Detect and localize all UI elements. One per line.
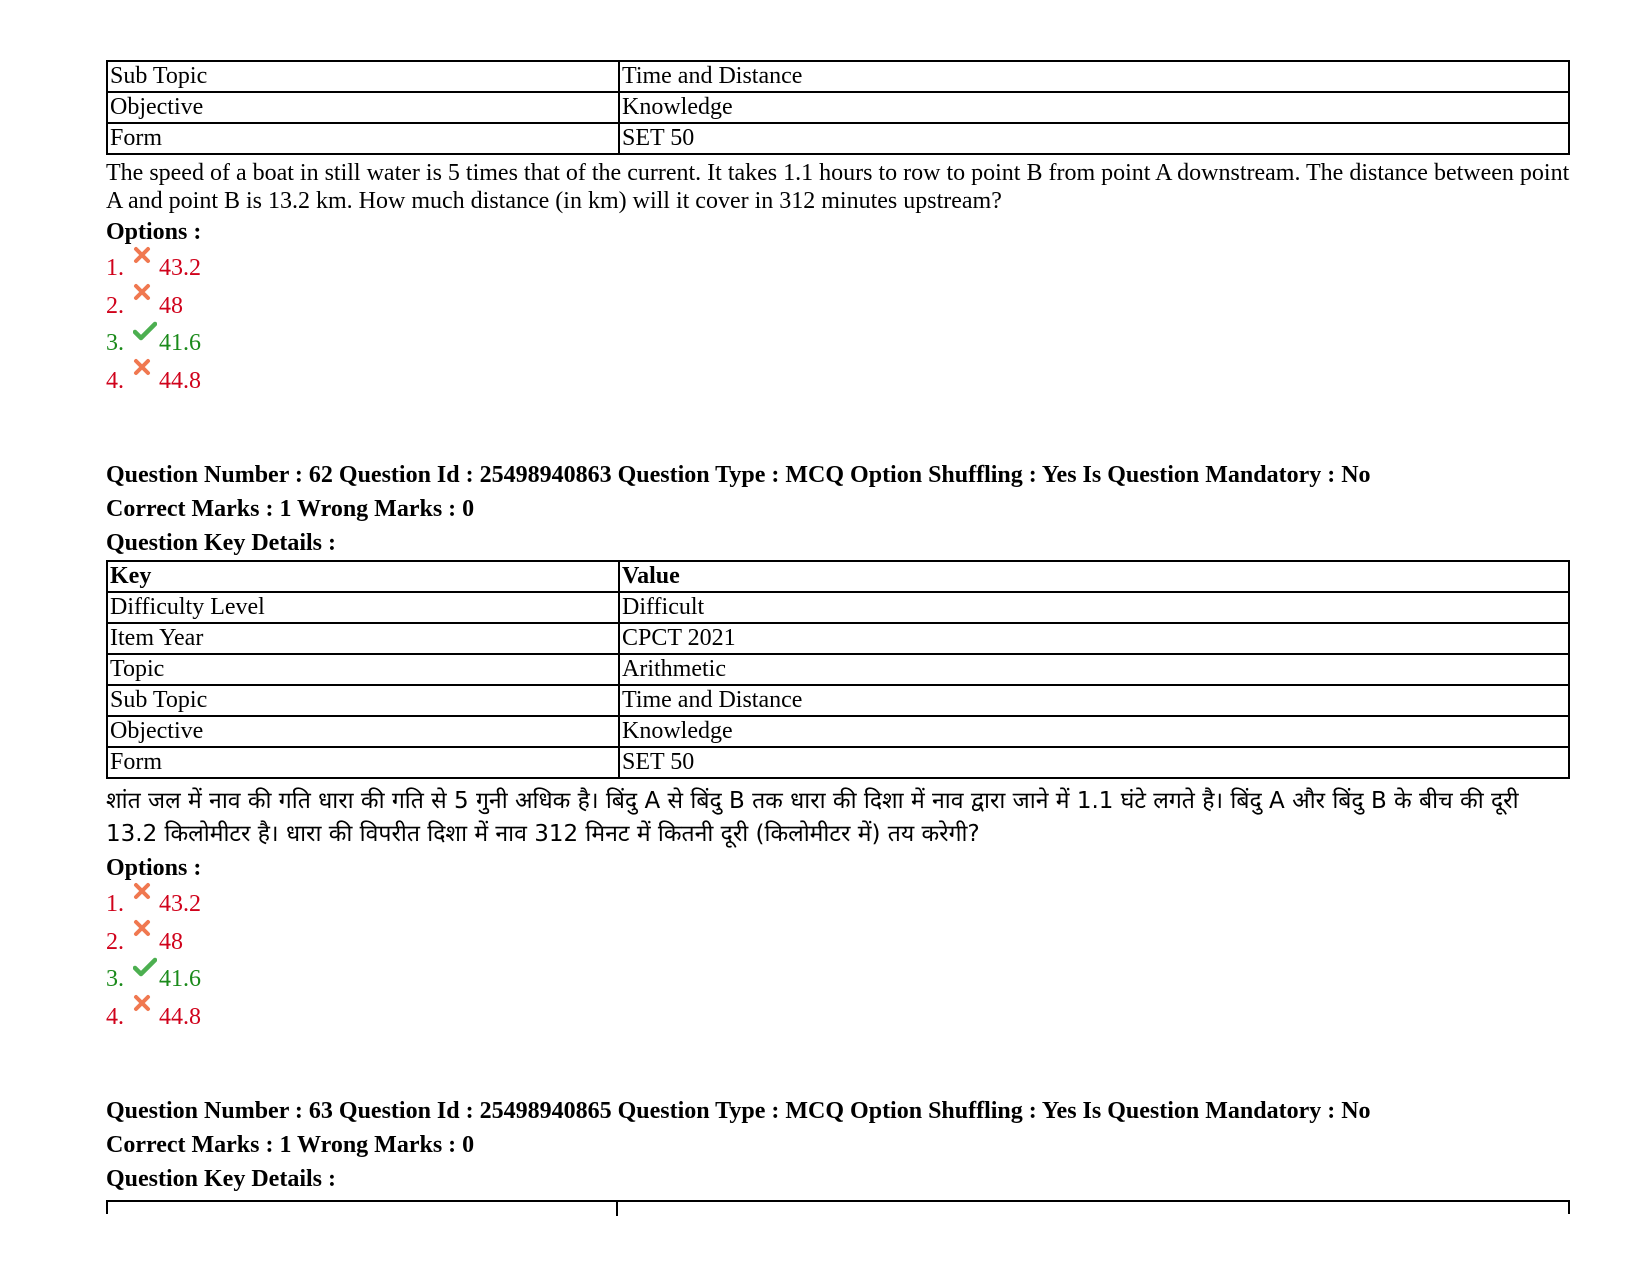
- option-value: 44.8: [159, 367, 201, 394]
- option-number: 1.: [106, 255, 124, 281]
- cross-icon: [133, 358, 159, 388]
- option-number: 2.: [106, 292, 124, 319]
- option-number: 4.: [106, 1003, 124, 1030]
- option-item: [106, 363, 1570, 401]
- table-row: [107, 123, 1569, 154]
- cross-icon: [133, 994, 159, 1024]
- table-key-cell: Topic: [107, 654, 619, 685]
- cross-icon: [133, 283, 159, 313]
- key-details-table-q63: [106, 1200, 1570, 1214]
- question-meta-line: Question Number : 63 Question Id : 25498940865 Question Type : MCQ Option Shuffling : Yes Is Question Mandatory : No: [106, 1098, 1371, 1124]
- cross-icon: [133, 919, 159, 949]
- question-text-q62-hindi: शांत जल में नाव की गति धारा की गति से 5 गुनी अधिक है। बिंदु A से बिंदु B तक धारा की दिशा में नाव द्वारा जाने में 1.1 घंटे लगते है। बिंदु A और बिंदु B के बीच की दूरी 13.2 किलोमीटर है। धारा की विपरीत दिशा में नाव 312 मिनट में कितनी दूरी (किलोमीटर में) तय करेगी?: [106, 788, 1519, 847]
- question-meta-line: Question Number : 62 Question Id : 25498940863 Question Type : MCQ Option Shuffling : Yes Is Question Mandatory : No: [106, 462, 1371, 488]
- table-value-cell: Time and Distance: [619, 61, 1569, 92]
- key-details-table-q61: [106, 60, 1570, 155]
- key-details-label: Question Key Details :: [106, 1166, 336, 1192]
- option-number: 2.: [106, 928, 124, 955]
- table-column-divider: [616, 1202, 618, 1216]
- table-key-cell: Objective: [107, 716, 619, 747]
- option-value: 41.6: [159, 966, 201, 992]
- key-details-label: Question Key Details :: [106, 530, 336, 556]
- table-key-cell: Objective: [107, 92, 619, 123]
- option-item: [106, 999, 1570, 1037]
- table-key-cell: Sub Topic: [107, 61, 619, 92]
- option-value: 48: [159, 928, 183, 955]
- option-item: [106, 288, 1570, 326]
- table-value-cell: Knowledge: [619, 92, 1569, 123]
- table-row: [107, 747, 1569, 778]
- table-value-cell: Arithmetic: [619, 654, 1569, 685]
- table-header-key: Key: [107, 561, 619, 592]
- table-row: [107, 61, 1569, 92]
- table-value-cell: Knowledge: [619, 716, 1569, 747]
- table-key-cell: Difficulty Level: [107, 592, 619, 623]
- table-value-cell: Time and Distance: [619, 685, 1569, 716]
- option-value: 43.2: [159, 255, 201, 281]
- table-value-cell: SET 50: [619, 123, 1569, 154]
- table-row: [107, 716, 1569, 747]
- table-row: [107, 592, 1569, 623]
- option-item: [106, 886, 1570, 924]
- table-row: [107, 654, 1569, 685]
- cross-icon: [133, 246, 159, 276]
- check-icon: [133, 957, 159, 987]
- option-item: [106, 924, 1570, 962]
- table-value-cell: Difficult: [619, 592, 1569, 623]
- table-key-cell: Item Year: [107, 623, 619, 654]
- option-value: 43.2: [159, 891, 201, 917]
- table-row: [107, 92, 1569, 123]
- option-value: 44.8: [159, 1003, 201, 1030]
- table-header-value: Value: [619, 561, 1569, 592]
- options-label: Options :: [106, 855, 202, 881]
- table-header-row: [107, 561, 1569, 592]
- table-key-cell: Form: [107, 747, 619, 778]
- question-text-q61: The speed of a boat in still water is 5 times that of the current. It takes 1.1 hours to row to point B from point A downstream. The distance between point A and point B is 13.2 km. How much distance (in km) will it cover in 312 minutes upstream?: [106, 160, 1570, 214]
- option-value: 41.6: [159, 330, 201, 356]
- option-item: [106, 325, 1570, 363]
- marks-line: Correct Marks : 1 Wrong Marks : 0: [106, 1132, 475, 1158]
- table-row: [107, 685, 1569, 716]
- table-value-cell: SET 50: [619, 747, 1569, 778]
- table-key-cell: Sub Topic: [107, 685, 619, 716]
- options-label: Options :: [106, 219, 202, 245]
- option-item: [106, 250, 1570, 288]
- table-key-cell: Form: [107, 123, 619, 154]
- option-item: [106, 961, 1570, 999]
- option-value: 48: [159, 292, 183, 319]
- option-number: 3.: [106, 966, 124, 992]
- cross-icon: [133, 882, 159, 912]
- table-row: [107, 623, 1569, 654]
- option-number: 3.: [106, 330, 124, 356]
- document-page: [106, 60, 1570, 1214]
- marks-line: Correct Marks : 1 Wrong Marks : 0: [106, 496, 475, 522]
- table-value-cell: CPCT 2021: [619, 623, 1569, 654]
- key-details-table-q62: [106, 560, 1570, 779]
- option-number: 4.: [106, 367, 124, 394]
- check-icon: [133, 321, 159, 351]
- option-number: 1.: [106, 891, 124, 917]
